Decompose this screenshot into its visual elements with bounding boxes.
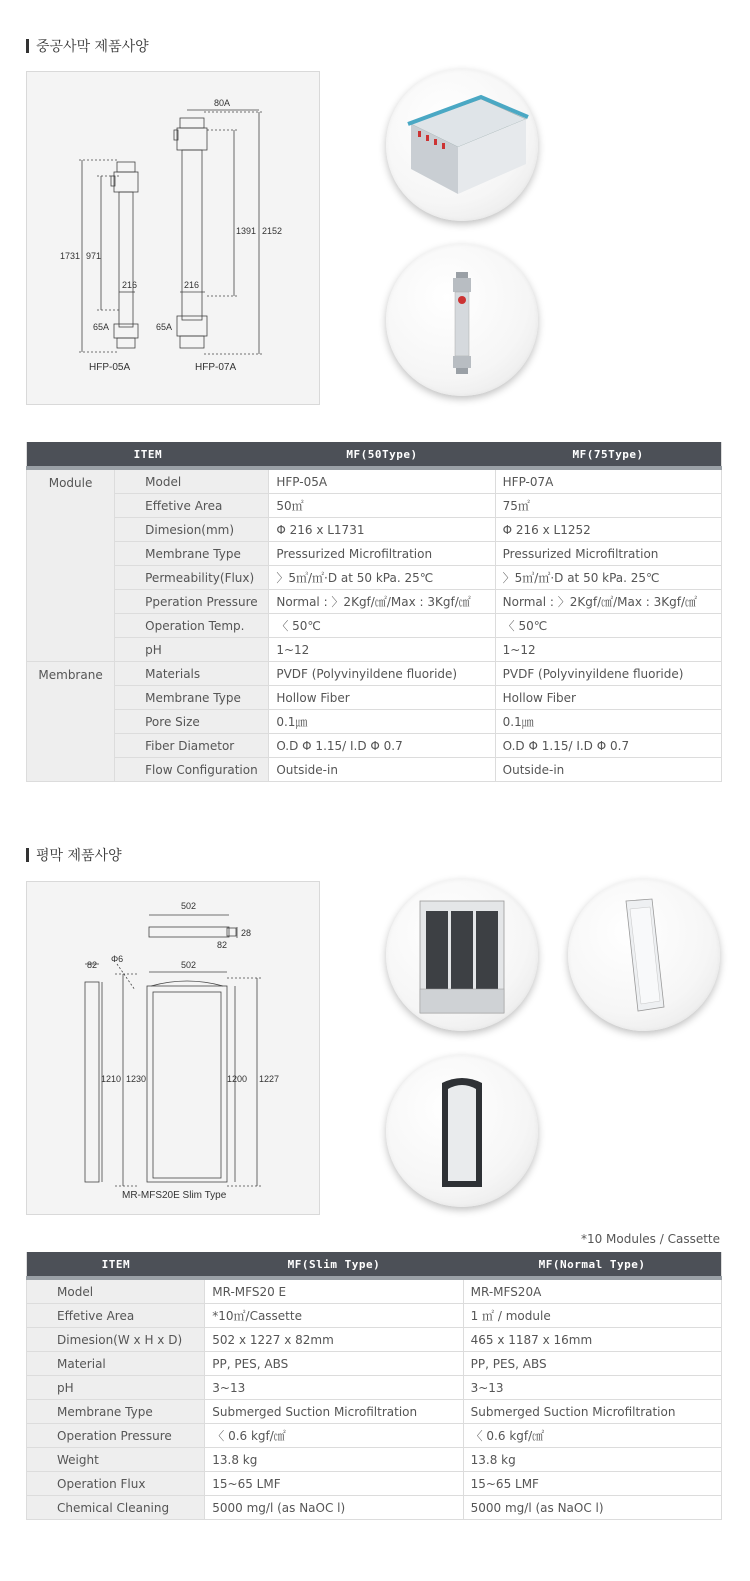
value-mf75: 〈 50℃	[495, 614, 721, 638]
row-label: Pperation Pressure	[115, 590, 269, 614]
module-a-port	[111, 176, 115, 186]
value-mf50: PVDF (Polyvinyildene fluoride)	[269, 662, 495, 686]
value-normal: 465 x 1187 x 16mm	[463, 1328, 721, 1352]
table-row	[27, 542, 722, 566]
section-title-hollow-fiber	[26, 36, 149, 56]
value-mf75: Outside-in	[495, 758, 721, 782]
header-normal: MF(Normal Type)	[463, 1252, 721, 1278]
value-normal: 1 ㎡ / module	[463, 1304, 721, 1328]
value-mf50: HFP-05A	[269, 468, 495, 494]
table-row	[27, 758, 722, 782]
value-normal: 15~65 LMF	[463, 1472, 721, 1496]
row-label: Effetive Area	[27, 1304, 205, 1328]
label-65a-b: 65A	[156, 322, 173, 332]
section-title-flat-sheet	[26, 845, 122, 865]
spec-table-header	[27, 1252, 722, 1278]
photo-single-panel	[568, 879, 720, 1031]
table-row	[27, 638, 722, 662]
row-label: pH	[27, 1376, 205, 1400]
value-mf75: Hollow Fiber	[495, 686, 721, 710]
value-mf50: O.D Φ 1.15/ I.D Φ 0.7	[269, 734, 495, 758]
row-label: Membrane Type	[115, 686, 269, 710]
row-label: Chemical Cleaning	[27, 1496, 205, 1520]
section-title-text: 중공사막 제품사양	[36, 39, 149, 55]
table-row	[27, 590, 722, 614]
module-b-tube	[182, 150, 202, 320]
phi6-label: Φ6	[111, 954, 124, 964]
value-mf50: 50㎡	[269, 494, 495, 518]
dim-2152: 2152	[262, 226, 283, 236]
row-label: Dimesion(W x H x D)	[27, 1328, 205, 1352]
table-row	[27, 1376, 722, 1400]
flat-sheet-diagram	[27, 882, 319, 1214]
row-label: Model	[27, 1278, 205, 1304]
title-bar-marker	[26, 39, 29, 53]
value-mf75: Normal : 〉2Kgf/㎠/Max : 3Kgf/㎠	[495, 590, 721, 614]
label-80a: 80A	[214, 98, 231, 108]
dim-216-b: 216	[184, 280, 200, 290]
value-mf50: 〈 50℃	[269, 614, 495, 638]
row-label: Dimesion(mm)	[115, 518, 269, 542]
table-row	[27, 614, 722, 638]
value-normal: 13.8 kg	[463, 1448, 721, 1472]
value-mf50: Pressurized Microfiltration	[269, 542, 495, 566]
value-mf75: O.D Φ 1.15/ I.D Φ 0.7	[495, 734, 721, 758]
value-normal: 5000 mg/l (as NaOC l)	[463, 1496, 721, 1520]
header-item: ITEM	[27, 442, 269, 468]
table-row	[27, 1496, 722, 1520]
table-row	[27, 518, 722, 542]
dim-1391: 1391	[236, 226, 257, 236]
model-hfp-05a: HFP-05A	[89, 362, 131, 373]
module-a-top-cap	[117, 162, 135, 172]
table-row	[27, 1424, 722, 1448]
table-row	[27, 566, 722, 590]
value-mf50: Hollow Fiber	[269, 686, 495, 710]
table-row	[27, 710, 722, 734]
table-row	[27, 686, 722, 710]
value-mf75: HFP-07A	[495, 468, 721, 494]
header-slim: MF(Slim Type)	[205, 1252, 463, 1278]
front-view-panel	[153, 992, 221, 1178]
top-dim-502: 502	[181, 901, 197, 911]
value-slim: 〈 0.6 kgf/㎠	[205, 1424, 463, 1448]
top-view-body	[149, 927, 229, 937]
group-label-module: Module	[27, 468, 115, 662]
value-mf50: Normal : 〉2Kgf/㎠/Max : 3Kgf/㎠	[269, 590, 495, 614]
photo-cassette	[386, 879, 538, 1031]
side-dim-82: 82	[87, 960, 98, 970]
module-b-head	[177, 128, 207, 150]
header-item: ITEM	[27, 1252, 205, 1278]
value-mf75: Pressurized Microfiltration	[495, 542, 721, 566]
value-mf75: 〉5㎥/㎡·D at 50 kPa. 25℃	[495, 566, 721, 590]
table-row	[27, 662, 722, 686]
dim-1731: 1731	[60, 251, 81, 261]
value-normal: MR-MFS20A	[463, 1278, 721, 1304]
module-b-foot	[177, 316, 207, 336]
front-view-frame	[147, 986, 227, 1182]
row-label: Model	[115, 468, 269, 494]
top-dim-82: 82	[217, 940, 228, 950]
value-mf50: Φ 216 x L1731	[269, 518, 495, 542]
value-mf75: 75㎡	[495, 494, 721, 518]
header-mf75: MF(75Type)	[495, 442, 721, 468]
table-row	[27, 1328, 722, 1352]
table-row	[27, 1472, 722, 1496]
row-label: Pore Size	[115, 710, 269, 734]
value-mf50: 0.1㎛	[269, 710, 495, 734]
hollow-fiber-drawing	[26, 71, 320, 405]
dim-1230: 1230	[126, 1074, 147, 1084]
top-view-tab	[227, 928, 236, 936]
flat-sheet-drawing	[26, 881, 320, 1215]
slim-module-illustration	[386, 1055, 538, 1207]
module-a-bottom-cap	[117, 338, 135, 348]
module-illustration	[386, 244, 538, 396]
flat-sheet-spec-table	[26, 1252, 722, 1520]
row-label: Material	[27, 1352, 205, 1376]
row-label: Permeability(Flux)	[115, 566, 269, 590]
front-dim-502: 502	[181, 960, 197, 970]
table-row	[27, 1352, 722, 1376]
cassette-illustration	[386, 879, 538, 1031]
table-row	[27, 494, 722, 518]
value-slim: 13.8 kg	[205, 1448, 463, 1472]
module-b-bottom-cap	[180, 336, 204, 348]
module-b-top-cap	[180, 118, 204, 128]
dim-1200: 1200	[227, 1074, 248, 1084]
value-slim: 3~13	[205, 1376, 463, 1400]
value-normal: 3~13	[463, 1376, 721, 1400]
section-title-text: 평막 제품사양	[36, 848, 122, 864]
value-normal: Submerged Suction Microfiltration	[463, 1400, 721, 1424]
photo-slim-module	[386, 1055, 538, 1207]
table-row	[27, 1278, 722, 1304]
row-label: Operation Pressure	[27, 1424, 205, 1448]
photo-single-module	[386, 244, 538, 396]
value-normal: 〈 0.6 kgf/㎠	[463, 1424, 721, 1448]
value-slim: 502 x 1227 x 82mm	[205, 1328, 463, 1352]
value-mf75: PVDF (Polyvinyildene fluoride)	[495, 662, 721, 686]
side-view-body	[85, 982, 99, 1182]
row-label: pH	[115, 638, 269, 662]
row-label: Materials	[115, 662, 269, 686]
dim-1227: 1227	[259, 1074, 280, 1084]
module-a-foot	[114, 324, 138, 338]
value-mf50: Outside-in	[269, 758, 495, 782]
value-mf75: Φ 216 x L1252	[495, 518, 721, 542]
group-label-membrane: Membrane	[27, 662, 115, 782]
row-label: Membrane Type	[27, 1400, 205, 1424]
row-label: Effetive Area	[115, 494, 269, 518]
row-label: Membrane Type	[115, 542, 269, 566]
spec-table-header	[27, 442, 722, 468]
table-row	[27, 468, 722, 494]
label-65a-a: 65A	[93, 322, 110, 332]
table-row	[27, 1448, 722, 1472]
rack-illustration	[386, 69, 538, 221]
row-label: Weight	[27, 1448, 205, 1472]
value-normal: PP, PES, ABS	[463, 1352, 721, 1376]
value-mf50: 1~12	[269, 638, 495, 662]
row-label: Operation Flux	[27, 1472, 205, 1496]
value-slim: Submerged Suction Microfiltration	[205, 1400, 463, 1424]
header-mf50: MF(50Type)	[269, 442, 495, 468]
value-slim: MR-MFS20 E	[205, 1278, 463, 1304]
top-dim-28: 28	[241, 928, 252, 938]
model-hfp-07a: HFP-07A	[195, 362, 237, 373]
row-label: Operation Temp.	[115, 614, 269, 638]
dim-216-a: 216	[122, 280, 138, 290]
cassette-note: *10 Modules / Cassette	[580, 1232, 720, 1246]
value-slim: 5000 mg/l (as NaOC l)	[205, 1496, 463, 1520]
drawing-caption: MR-MFS20E Slim Type	[122, 1190, 227, 1201]
module-a-tube	[119, 192, 133, 327]
value-mf50: 〉5㎥/㎡·D at 50 kPa. 25℃	[269, 566, 495, 590]
row-label: Flow Configuration	[115, 758, 269, 782]
value-slim: *10㎡/Cassette	[205, 1304, 463, 1328]
value-slim: PP, PES, ABS	[205, 1352, 463, 1376]
front-view-top-arc	[151, 981, 223, 986]
value-mf75: 0.1㎛	[495, 710, 721, 734]
value-mf75: 1~12	[495, 638, 721, 662]
hollow-fiber-spec-table	[26, 442, 722, 782]
dim-1210: 1210	[101, 1074, 122, 1084]
row-label: Fiber Diametor	[115, 734, 269, 758]
module-a-head	[114, 172, 138, 192]
table-row	[27, 734, 722, 758]
table-row	[27, 1304, 722, 1328]
photo-hollow-fiber-rack	[386, 69, 538, 221]
panel-illustration	[568, 879, 720, 1031]
title-bar-marker	[26, 848, 29, 862]
table-row	[27, 1400, 722, 1424]
dim-971: 971	[86, 251, 102, 261]
hollow-fiber-diagram	[27, 72, 319, 404]
value-slim: 15~65 LMF	[205, 1472, 463, 1496]
